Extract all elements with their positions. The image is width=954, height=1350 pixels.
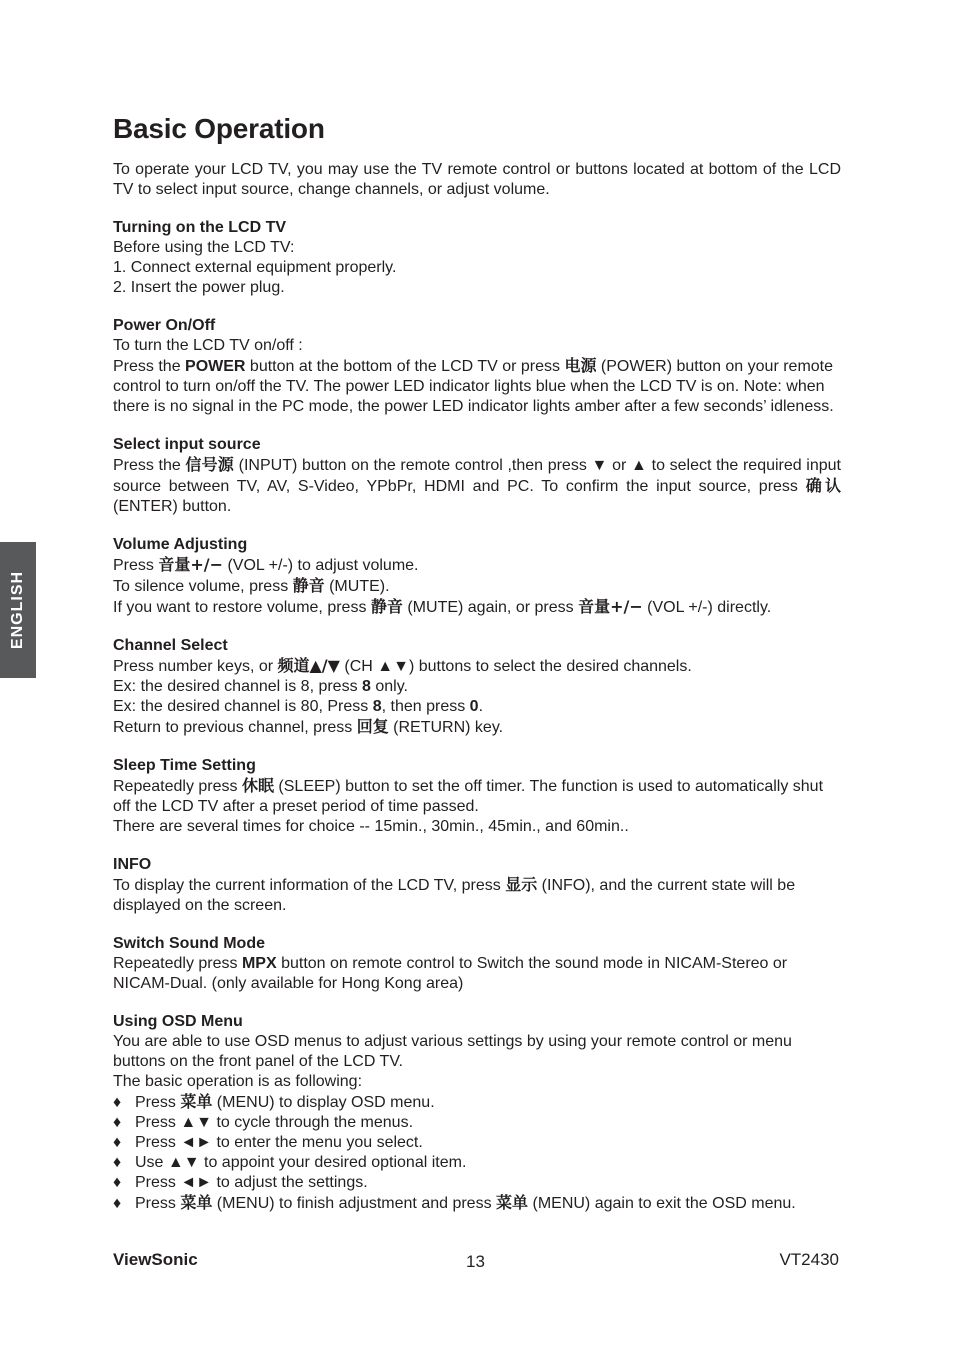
text: Repeatedly press <box>113 778 242 795</box>
section-sleep <box>113 756 841 837</box>
text-line <box>113 576 841 597</box>
power-key-label: 电源 <box>564 356 597 375</box>
text-line <box>113 555 841 576</box>
text: Press the <box>113 457 186 474</box>
section-osd <box>113 1012 841 1214</box>
text: (POWER) button on your remote control to turn on/off the TV. The power LED indicator lights blue when the LCD TV is on. Note: when there is no signal in the PC mode, the power LED indicator lights amber after a few seconds’ idleness. <box>113 358 834 415</box>
section-title: Select input source <box>113 436 261 453</box>
brand-name: ViewSonic <box>113 1250 198 1269</box>
text-line <box>113 697 841 717</box>
text: button at the bottom of the LCD TV or press <box>245 358 565 375</box>
language-tab-label: ENGLISH <box>9 570 26 650</box>
bullet-icon: ♦ <box>113 1114 122 1131</box>
ch-key-label: 频道▲/▼ <box>277 656 340 675</box>
text: Press the <box>113 358 186 375</box>
text: button on remote control to Switch the sound mode in NICAM-Stereo or NICAM-Dual. (only available for Hong Kong area) <box>113 955 788 992</box>
vol-key-label: 音量+/− <box>158 555 224 574</box>
text-line: 2. Insert the power plug. <box>113 279 285 296</box>
text: (MENU) again to exit the OSD menu. <box>528 1195 796 1212</box>
menu-key-label: 菜单 <box>496 1193 529 1212</box>
text: (VOL +/-) directly. <box>642 599 772 616</box>
text-line <box>113 717 841 738</box>
text: (RETURN) key. <box>388 719 504 736</box>
text-line: There are several times for choice -- 15min., 30min., 45min., and 60min.. <box>113 818 629 835</box>
page-number: 13 <box>466 1252 485 1271</box>
text-line: To turn the LCD TV on/off : <box>113 337 303 354</box>
section-title: Sleep Time Setting <box>113 757 256 774</box>
sleep-key-label: 休眠 <box>241 776 274 795</box>
bullet-icon: ♦ <box>113 1154 122 1171</box>
text: To silence volume, press <box>113 578 293 595</box>
osd-paragraph: You are able to use OSD menus to adjust various settings by using your remote control or menu buttons on the front panel of the LCD TV. <box>113 1033 792 1070</box>
section-sound <box>113 934 841 994</box>
text: (MENU) to finish adjustment and press <box>212 1195 497 1212</box>
digit: 0 <box>469 698 479 715</box>
text: If you want to restore volume, press <box>113 599 371 616</box>
text: Press <box>113 557 159 574</box>
text: . <box>478 698 484 715</box>
mute-key-label: 静音 <box>370 597 403 616</box>
menu-key-label: 菜单 <box>180 1193 213 1212</box>
info-key-label: 显示 <box>505 875 538 894</box>
bullet-icon: ♦ <box>113 1174 122 1191</box>
sleep-paragraph <box>113 776 841 817</box>
text: (INPUT) button on the remote control ,then press ▼ or ▲ to select the required input source between TV, AV, S-Video, YPbPr, HDMI and PC. To confirm the input source, press <box>113 457 842 495</box>
model-number: VT2430 <box>779 1250 839 1269</box>
section-title: INFO <box>113 856 152 873</box>
text: (SLEEP) button to set the off timer. The function is used to automatically shut off the LCD TV after a preset period of time passed. <box>113 778 824 815</box>
bullet-item <box>113 1133 841 1153</box>
text: (CH ▲▼) buttons to select the desired channels. <box>339 658 692 675</box>
bullet-icon: ♦ <box>113 1195 122 1212</box>
bullet-icon: ♦ <box>113 1134 122 1151</box>
vol-key-label: 音量+/− <box>578 597 643 616</box>
bullet-item <box>113 1173 841 1193</box>
section-power <box>113 316 841 417</box>
text: Press number keys, or <box>113 658 278 675</box>
text-line: The basic operation is as following: <box>113 1073 363 1090</box>
text: Press <box>135 1094 181 1111</box>
text: , then press <box>381 698 470 715</box>
page-title: Basic Operation <box>113 113 325 144</box>
section-channel <box>113 636 841 738</box>
enter-key-label: 确认 <box>805 476 841 495</box>
text-line <box>113 597 841 618</box>
bullet-item <box>113 1113 841 1133</box>
text: Press ◄► to enter the menu you select. <box>135 1134 423 1151</box>
section-info <box>113 855 841 916</box>
section-turning-on <box>113 218 841 298</box>
bullet-icon: ♦ <box>113 1094 122 1111</box>
text: (MENU) to display OSD menu. <box>212 1094 435 1111</box>
text: Press ◄► to adjust the settings. <box>135 1174 368 1191</box>
text: To display the current information of the LCD TV, press <box>113 877 506 894</box>
section-title: Volume Adjusting <box>113 536 248 553</box>
return-key-label: 回复 <box>356 717 389 736</box>
mpx-key: MPX <box>241 955 277 972</box>
section-title: Switch Sound Mode <box>113 935 265 952</box>
text-line: 1. Connect external equipment properly. <box>113 259 397 276</box>
text: (INFO), and the current state will be displayed on the screen. <box>113 877 796 914</box>
text: (MUTE) again, or press <box>402 599 579 616</box>
input-key-label: 信号源 <box>185 455 235 474</box>
digit: 8 <box>362 678 371 695</box>
text-line <box>113 656 841 677</box>
bullet-item <box>113 1092 841 1113</box>
info-paragraph <box>113 875 841 916</box>
text: Press ▲▼ to cycle through the menus. <box>135 1114 414 1131</box>
section-volume <box>113 535 841 618</box>
bullet-item <box>113 1153 841 1173</box>
section-title: Power On/Off <box>113 317 216 334</box>
section-title: Channel Select <box>113 637 228 654</box>
text: (ENTER) button. <box>113 498 232 515</box>
input-paragraph <box>113 455 841 517</box>
language-tab <box>0 542 36 678</box>
text: (VOL +/-) to adjust volume. <box>223 557 419 574</box>
section-input <box>113 435 841 517</box>
text: Press <box>135 1195 181 1212</box>
page-content <box>113 112 841 1214</box>
power-key: POWER <box>185 358 246 375</box>
section-title: Using OSD Menu <box>113 1013 243 1030</box>
text: only. <box>370 678 408 695</box>
page-footer <box>113 1250 839 1274</box>
text-line: Before using the LCD TV: <box>113 239 295 256</box>
text-line <box>113 677 841 697</box>
intro-paragraph: To operate your LCD TV, you may use the TV remote control or buttons located at bottom of the LCD TV to select input source, change channels, or adjust volume. <box>113 161 841 198</box>
section-title: Turning on the LCD TV <box>113 219 287 236</box>
mute-key-label: 静音 <box>292 576 325 595</box>
power-paragraph <box>113 356 841 417</box>
text: Repeatedly press <box>113 955 242 972</box>
digit: 8 <box>372 698 382 715</box>
menu-key-label: 菜单 <box>180 1092 213 1111</box>
text: Ex: the desired channel is 8, press <box>113 678 363 695</box>
text: Ex: the desired channel is 80, Press <box>113 698 373 715</box>
bullet-item <box>113 1193 841 1214</box>
text: Return to previous channel, press <box>113 719 357 736</box>
text: Use ▲▼ to appoint your desired optional item. <box>135 1154 467 1171</box>
text: (MUTE). <box>324 578 390 595</box>
sound-paragraph <box>113 954 841 994</box>
